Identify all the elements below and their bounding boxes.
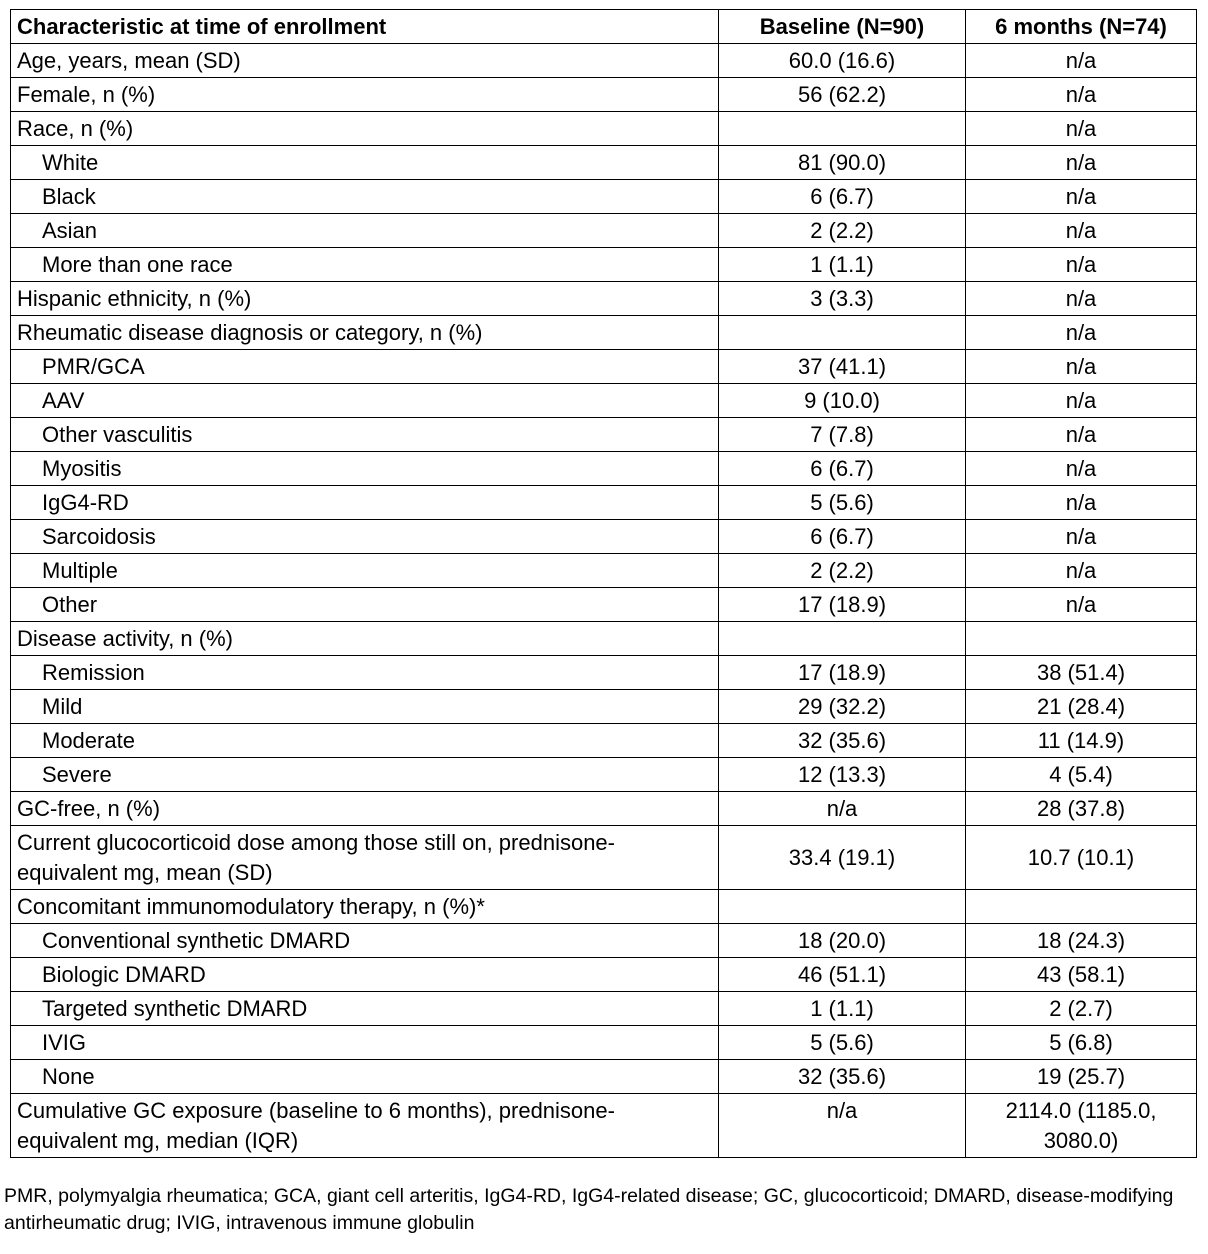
row-label: Female, n (%) [11, 78, 719, 112]
table-row [11, 924, 1197, 958]
six-months-value: 10.7 (10.1) [966, 826, 1197, 890]
table-row [11, 78, 1197, 112]
baseline-value [719, 316, 966, 350]
table-header-row [11, 10, 1197, 44]
baseline-value: 9 (10.0) [719, 384, 966, 418]
table-row [11, 112, 1197, 146]
baseline-value: 1 (1.1) [719, 248, 966, 282]
six-months-value: n/a [966, 146, 1197, 180]
baseline-value: 6 (6.7) [719, 180, 966, 214]
baseline-value: 6 (6.7) [719, 520, 966, 554]
six-months-value: n/a [966, 112, 1197, 146]
baseline-value [719, 622, 966, 656]
baseline-value: n/a [719, 792, 966, 826]
table-row [11, 520, 1197, 554]
row-sublabel: AAV [11, 384, 719, 418]
six-months-value: 2 (2.7) [966, 992, 1197, 1026]
six-months-value: n/a [966, 384, 1197, 418]
row-label: Concomitant immunomodulatory therapy, n (%)* [11, 890, 719, 924]
table-row [11, 214, 1197, 248]
baseline-value: 17 (18.9) [719, 588, 966, 622]
row-sublabel: Moderate [11, 724, 719, 758]
row-label: Race, n (%) [11, 112, 719, 146]
table-row [11, 690, 1197, 724]
baseline-value: 12 (13.3) [719, 758, 966, 792]
six-months-value: n/a [966, 248, 1197, 282]
table-row [11, 316, 1197, 350]
table-row [11, 1060, 1197, 1094]
six-months-value: 21 (28.4) [966, 690, 1197, 724]
baseline-value: 29 (32.2) [719, 690, 966, 724]
row-sublabel: None [11, 1060, 719, 1094]
row-label: Age, years, mean (SD) [11, 44, 719, 78]
table-row [11, 958, 1197, 992]
six-months-value: n/a [966, 554, 1197, 588]
six-months-value: n/a [966, 44, 1197, 78]
row-sublabel: PMR/GCA [11, 350, 719, 384]
six-months-value: n/a [966, 452, 1197, 486]
row-sublabel: Biologic DMARD [11, 958, 719, 992]
baseline-value [719, 112, 966, 146]
table-row [11, 418, 1197, 452]
six-months-value: 38 (51.4) [966, 656, 1197, 690]
table-row [11, 384, 1197, 418]
baseline-value: 2 (2.2) [719, 554, 966, 588]
row-sublabel: Mild [11, 690, 719, 724]
baseline-value: 3 (3.3) [719, 282, 966, 316]
table-row [11, 554, 1197, 588]
six-months-value: 43 (58.1) [966, 958, 1197, 992]
row-sublabel: More than one race [11, 248, 719, 282]
six-months-value: n/a [966, 316, 1197, 350]
table-row [11, 992, 1197, 1026]
table-row [11, 622, 1197, 656]
header-baseline: Baseline (N=90) [719, 10, 966, 44]
six-months-value: 5 (6.8) [966, 1026, 1197, 1060]
baseline-value: n/a [719, 1094, 966, 1158]
row-sublabel: Multiple [11, 554, 719, 588]
baseline-value: 32 (35.6) [719, 1060, 966, 1094]
table-row [11, 44, 1197, 78]
row-sublabel: Targeted synthetic DMARD [11, 992, 719, 1026]
table-row [11, 656, 1197, 690]
baseline-value: 5 (5.6) [719, 1026, 966, 1060]
table-row [11, 1026, 1197, 1060]
six-months-value: n/a [966, 180, 1197, 214]
six-months-value: n/a [966, 418, 1197, 452]
row-label: Disease activity, n (%) [11, 622, 719, 656]
baseline-value: 1 (1.1) [719, 992, 966, 1026]
table-row [11, 724, 1197, 758]
row-sublabel: Conventional synthetic DMARD [11, 924, 719, 958]
row-sublabel: Remission [11, 656, 719, 690]
table-row [11, 826, 1197, 890]
baseline-value: 18 (20.0) [719, 924, 966, 958]
row-label: Current glucocorticoid dose among those still on, prednisone-equivalent mg, mean (SD) [11, 826, 719, 890]
header-characteristic: Characteristic at time of enrollment [11, 10, 719, 44]
row-sublabel: White [11, 146, 719, 180]
table-row [11, 758, 1197, 792]
characteristics-table-container [10, 9, 1197, 1158]
row-label: Rheumatic disease diagnosis or category, n (%) [11, 316, 719, 350]
six-months-value: n/a [966, 350, 1197, 384]
table-footnote: PMR, polymyalgia rheumatica; GCA, giant cell arteritis, IgG4-RD, IgG4-related disease; GC, glucocorticoid; DMARD, disease-modifying antirheumatic drug; IVIG, intravenous immune globulin [4, 1185, 1174, 1234]
table-body [11, 44, 1197, 1158]
row-sublabel: Sarcoidosis [11, 520, 719, 554]
six-months-value: n/a [966, 588, 1197, 622]
baseline-value: 60.0 (16.6) [719, 44, 966, 78]
table-row [11, 248, 1197, 282]
six-months-value [966, 622, 1197, 656]
table-row [11, 486, 1197, 520]
table-row [11, 792, 1197, 826]
six-months-value: n/a [966, 78, 1197, 112]
row-sublabel: Black [11, 180, 719, 214]
baseline-value: 81 (90.0) [719, 146, 966, 180]
six-months-value: 28 (37.8) [966, 792, 1197, 826]
baseline-value: 17 (18.9) [719, 656, 966, 690]
baseline-value: 2 (2.2) [719, 214, 966, 248]
six-months-value: n/a [966, 486, 1197, 520]
row-sublabel: Other vasculitis [11, 418, 719, 452]
row-sublabel: Myositis [11, 452, 719, 486]
six-months-value: 11 (14.9) [966, 724, 1197, 758]
row-sublabel: Asian [11, 214, 719, 248]
table-row [11, 350, 1197, 384]
row-sublabel: Severe [11, 758, 719, 792]
baseline-value: 32 (35.6) [719, 724, 966, 758]
table-row [11, 180, 1197, 214]
six-months-value: n/a [966, 214, 1197, 248]
six-months-value: n/a [966, 282, 1197, 316]
table-row [11, 1094, 1197, 1158]
table-row [11, 146, 1197, 180]
baseline-value: 56 (62.2) [719, 78, 966, 112]
six-months-value: n/a [966, 520, 1197, 554]
row-label: Cumulative GC exposure (baseline to 6 months), prednisone-equivalent mg, median (IQR) [11, 1094, 719, 1158]
baseline-value: 33.4 (19.1) [719, 826, 966, 890]
baseline-value: 7 (7.8) [719, 418, 966, 452]
row-label: Hispanic ethnicity, n (%) [11, 282, 719, 316]
six-months-value: 2114.0 (1185.0, 3080.0) [966, 1094, 1197, 1158]
six-months-value [966, 890, 1197, 924]
header-six-months: 6 months (N=74) [966, 10, 1197, 44]
six-months-value: 18 (24.3) [966, 924, 1197, 958]
table-row [11, 890, 1197, 924]
table-row [11, 588, 1197, 622]
table-row [11, 282, 1197, 316]
row-sublabel: IVIG [11, 1026, 719, 1060]
row-sublabel: IgG4-RD [11, 486, 719, 520]
baseline-value [719, 890, 966, 924]
baseline-value: 6 (6.7) [719, 452, 966, 486]
table-row [11, 452, 1197, 486]
baseline-value: 37 (41.1) [719, 350, 966, 384]
baseline-value: 46 (51.1) [719, 958, 966, 992]
baseline-value: 5 (5.6) [719, 486, 966, 520]
six-months-value: 19 (25.7) [966, 1060, 1197, 1094]
six-months-value: 4 (5.4) [966, 758, 1197, 792]
row-label: GC-free, n (%) [11, 792, 719, 826]
characteristics-table [10, 9, 1197, 1158]
row-sublabel: Other [11, 588, 719, 622]
